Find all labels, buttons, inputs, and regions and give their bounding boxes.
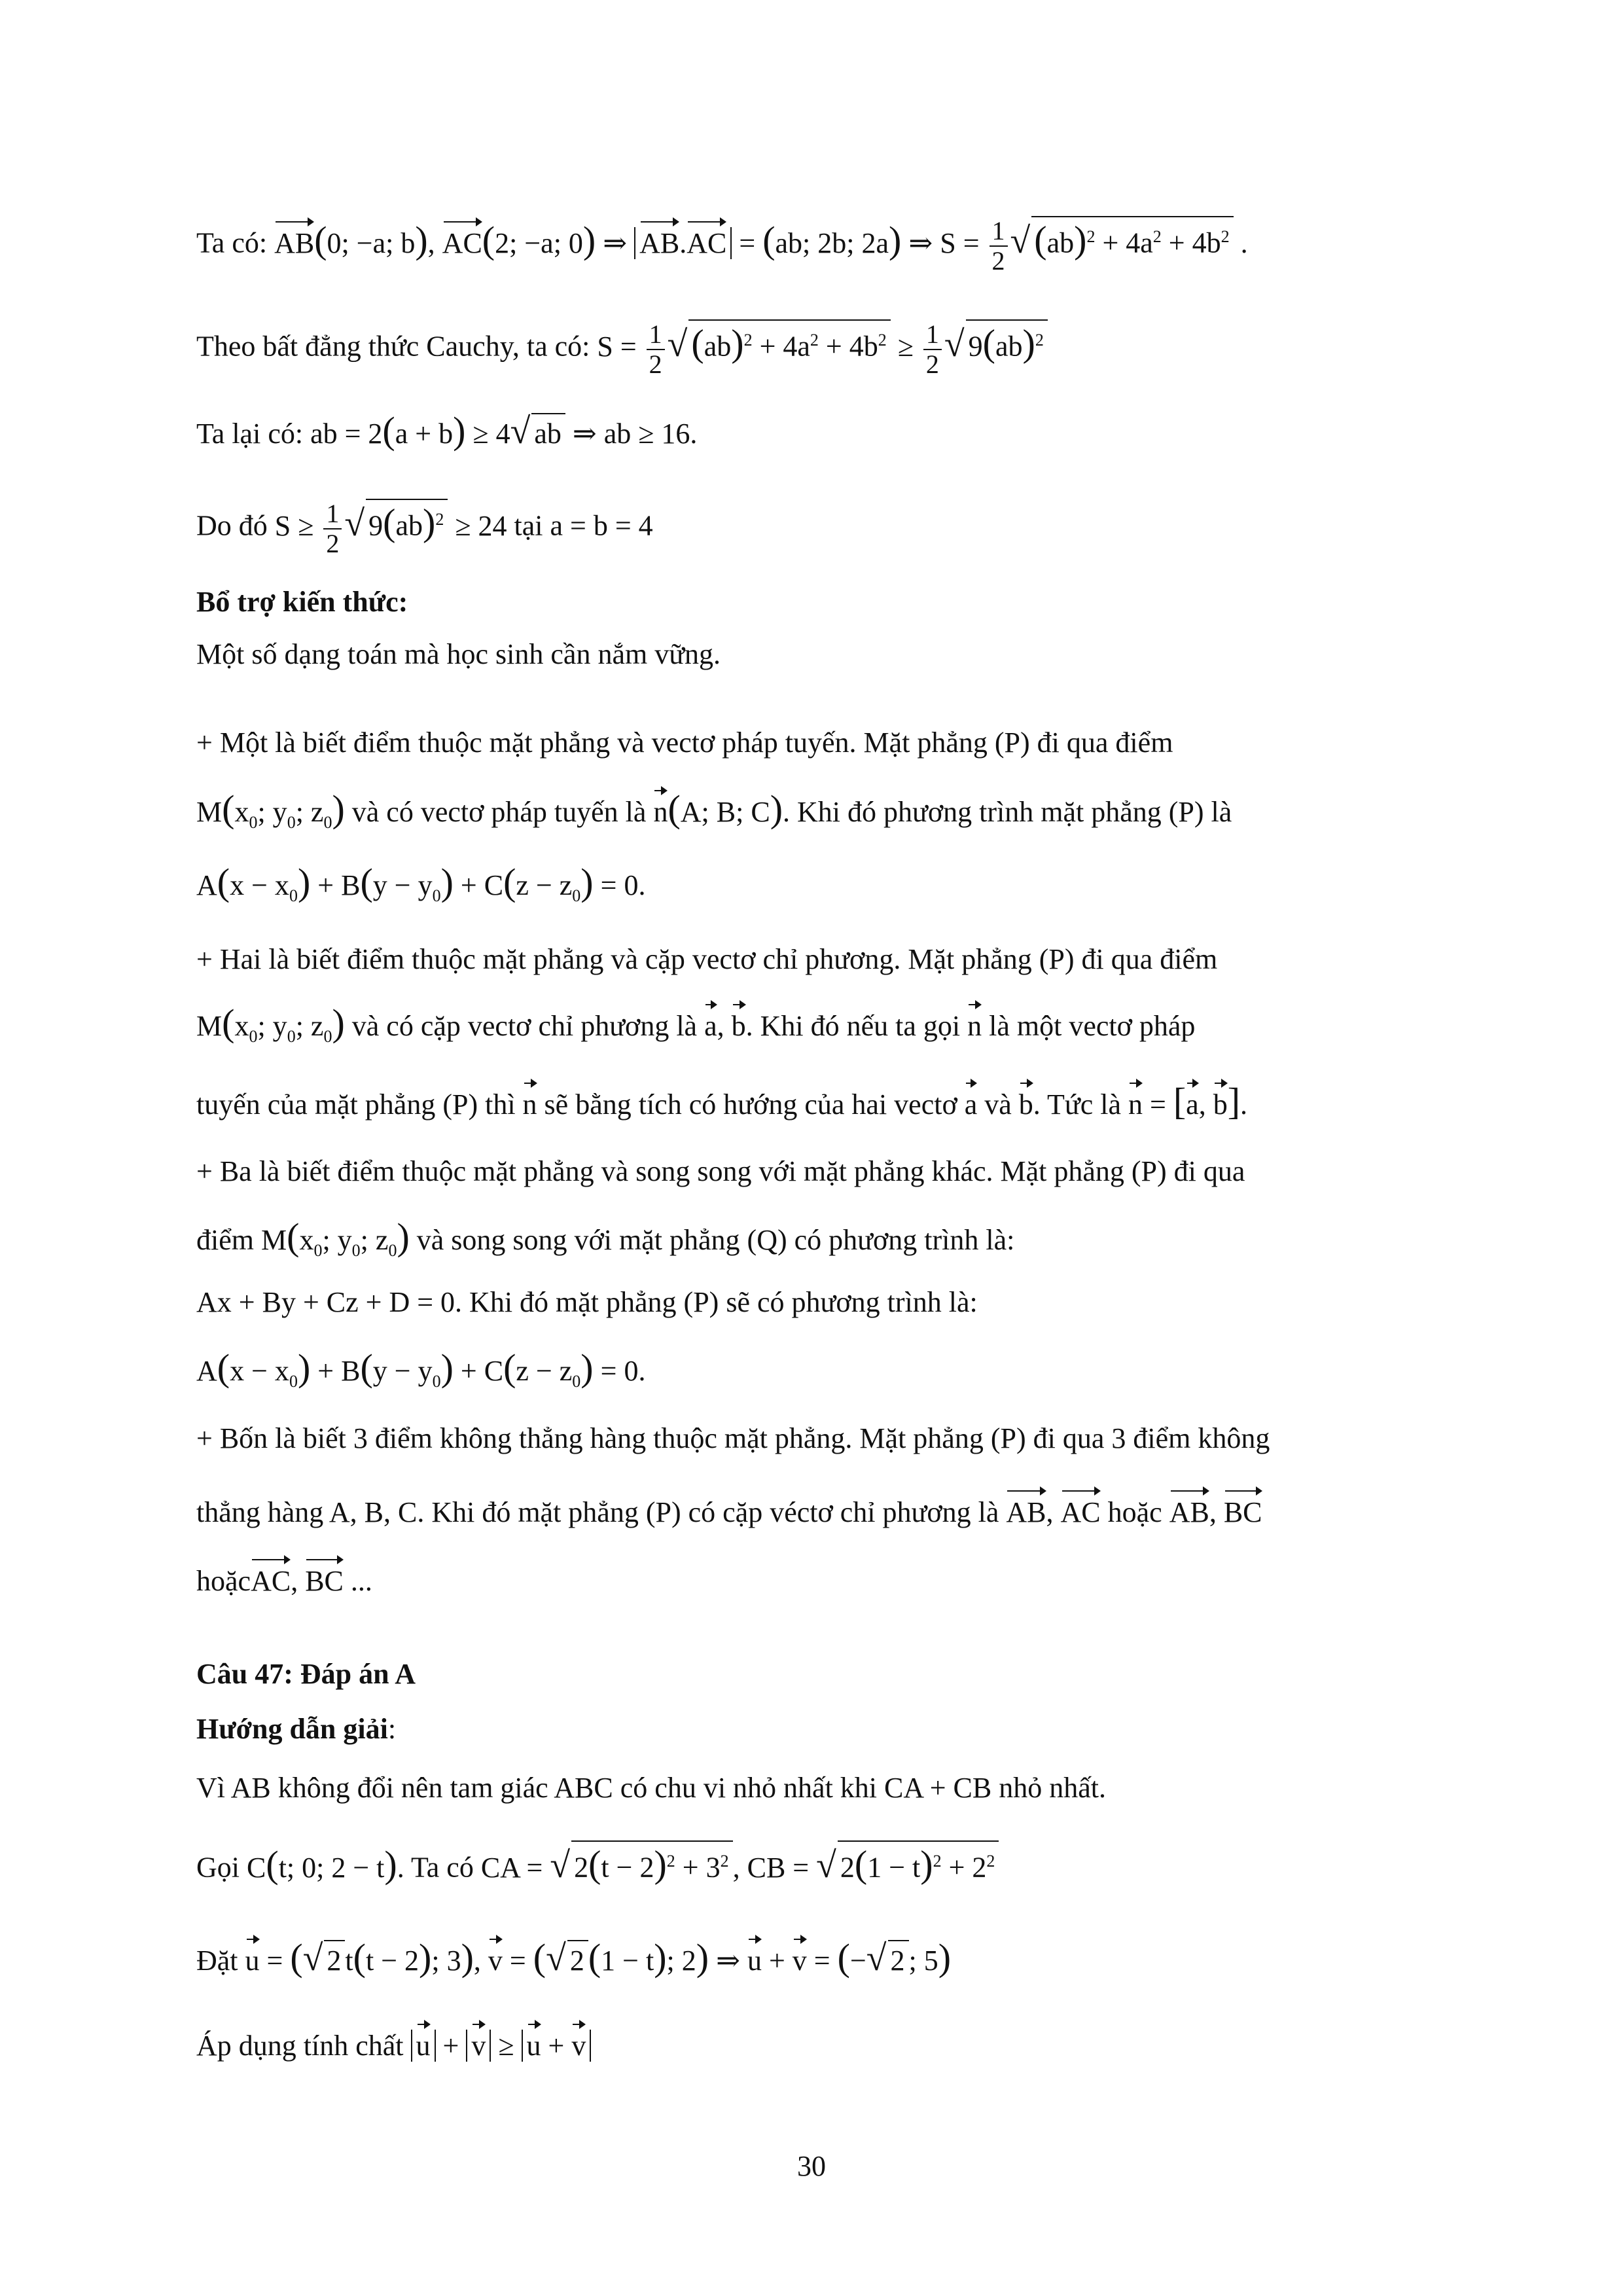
heading-bo-tro: Bổ trợ kiến thức: [196,586,408,618]
text: điểm [196,1224,254,1256]
text: Theo bất đẳng thức Cauchy, ta có: [196,330,590,363]
text: Khi đó mặt phẳng (P) sẽ có phương trình là: [469,1286,978,1318]
text: và song song với mặt phẳng (Q) có phương trình là: [416,1224,1015,1256]
text: Hướng dẫn giải [196,1713,388,1745]
p1-line-a: + Một là biết điểm thuộc mặt phẳng và vectơ pháp tuyến. Mặt phẳng (P) đi qua điểm [196,726,1173,759]
text: ... [350,1565,372,1597]
p3-line-c: Ax + By + Cz + D = 0. Khi đó mặt phẳng (P) sẽ có phương trình là: [196,1286,978,1318]
text: Áp dụng tính chất [196,2030,404,2062]
text: Ta có [410,1851,474,1884]
heading-cau-47: Câu 47: Đáp án A [196,1658,416,1690]
p2-line-a: + Hai là biết điểm thuộc mặt phẳng và cặp vectơ chỉ phương. Mặt phẳng (P) đi qua điểm [196,943,1218,975]
p2-line-c: tuyến của mặt phẳng (P) thì n sẽ bằng tích có hướng của hai vectơ a và b. Tức là n = [a, b]. [196,1081,1453,1124]
text: sẽ bằng tích có hướng của hai vectơ [544,1088,957,1121]
p1-line-c: $A(x - x_0) + B(y - y_0) + C(z - z_0) = 0$. [196,861,646,905]
text: Ta lại có: [196,418,304,450]
text: hoặc [1107,1496,1162,1528]
page-number: 30 [797,2150,826,2182]
text: : [387,1713,397,1745]
text: và có vectơ pháp tuyến là [351,796,647,828]
intro-text: Một số dạng toán mà học sinh cần nắm vững. [196,638,721,670]
text: Đặt [196,1945,238,1977]
text: Khi đó nếu ta gọi [760,1010,961,1042]
text: và [984,1088,1012,1121]
text: Vì AB không đổi nên tam giác ABC có chu vi nhỏ nhất khi [196,1772,878,1804]
heading-huong-dan [196,1710,1453,1749]
p1-line-b: $M(x_0$; $y_0$; $z_0$) và có vectơ pháp tuyến là n(A; B; C). Khi đó phương trình mặt phẳng (P) là [196,787,1232,832]
line-cauchy: Theo bất đẳng thức Cauchy, ta có: S = $\frac{1}{2}$ √ $(ab)^2 + 4a^2 + 4b^2$ ≥ $\frac{1}{2}$ √ 9(ab)$^2$ [196,319,1453,379]
text: Do đó [196,509,268,542]
q-line-3: Đặt u = (√ 2 t(t − 2); 3), v = (√ 2 (1 − t); 2) ⇒ u + v = (−√ 2 ; 5) [196,1937,1453,1981]
text: hoặc [196,1565,251,1597]
text: Tức là [1047,1088,1122,1121]
p4-line-a: + Bốn là biết 3 điểm không thẳng hàng thuộc mặt phẳng. Mặt phẳng (P) đi qua 3 điểm không [196,1422,1270,1454]
text: tuyến của mặt phẳng (P) thì [196,1088,516,1121]
q-line-2: Gọi C(t; 0; 2 − t). Ta có CA = √ $2(t - 2)^2 + 3^2$ , CB = √ $2(1 - t)^2 + 2^2$ [196,1840,1453,1888]
p4-line-c: hoặcAC, BC ... [196,1558,1453,1601]
text: thẳng hàng A, B, C. Khi đó mặt phẳng (P) có cặp véctơ chỉ phương là [196,1496,999,1528]
p3-line-d: $A(x - x_0) + B(y - y_0) + C(z - z_0) = 0$. [196,1346,646,1391]
line-do-do: Do đó S ≥ $\frac{1}{2}$ √ 9(ab)$^2$ ≥ 24 tại a = b = 4 [196,498,653,558]
text: là một vectơ pháp [989,1010,1196,1042]
p3-line-a: + Ba là biết điểm thuộc mặt phẳng và song song với mặt phẳng khác. Mặt phẳng (P) đi qua [196,1155,1245,1187]
text: nhỏ nhất. [999,1772,1106,1804]
p4-line-b: thẳng hàng A, B, C. Khi đó mặt phẳng (P) có cặp véctơ chỉ phương là AB, AC hoặc AB, BC [196,1489,1453,1532]
p2-line-b: $M(x_0$; $y_0$; $z_0$) và có cặp vectơ chỉ phương là a, b. Khi đó nếu ta gọi n là một vectơ pháp [196,1001,1196,1046]
text: Gọi [196,1851,240,1884]
text: tại [514,509,543,542]
text: Ta có: [196,226,268,259]
p3-line-b: điểm $M(x_0$; $y_0$; $z_0$) và song song với mặt phẳng (Q) có phương trình là: [196,1215,1015,1260]
line-ab-geq-16: Ta lại có: ab = 2(a + b) ≥ 4√ ab ⇒ ab ≥ 16. [196,411,1453,454]
q-line-1: Vì AB không đổi nên tam giác ABC có chu vi nhỏ nhất khi CA + CB nhỏ nhất. [196,1772,1106,1804]
q-line-4: Áp dụng tính chất u + v ≥ u + v [196,2022,1453,2066]
line-ab-ac-vectors: Ta có: AB(0; −a; b), AC(2; −a; 0) ⇒ AB.AC = (ab; 2b; 2a) ⇒ S = $\frac{1}{2}$ √ $(ab)^2 + 4a^2 + 4b^2$ . [196,215,1248,276]
text: và có cặp vectơ chỉ phương là [351,1010,698,1042]
text: Khi đó phương trình mặt phẳng (P) là [797,796,1232,828]
